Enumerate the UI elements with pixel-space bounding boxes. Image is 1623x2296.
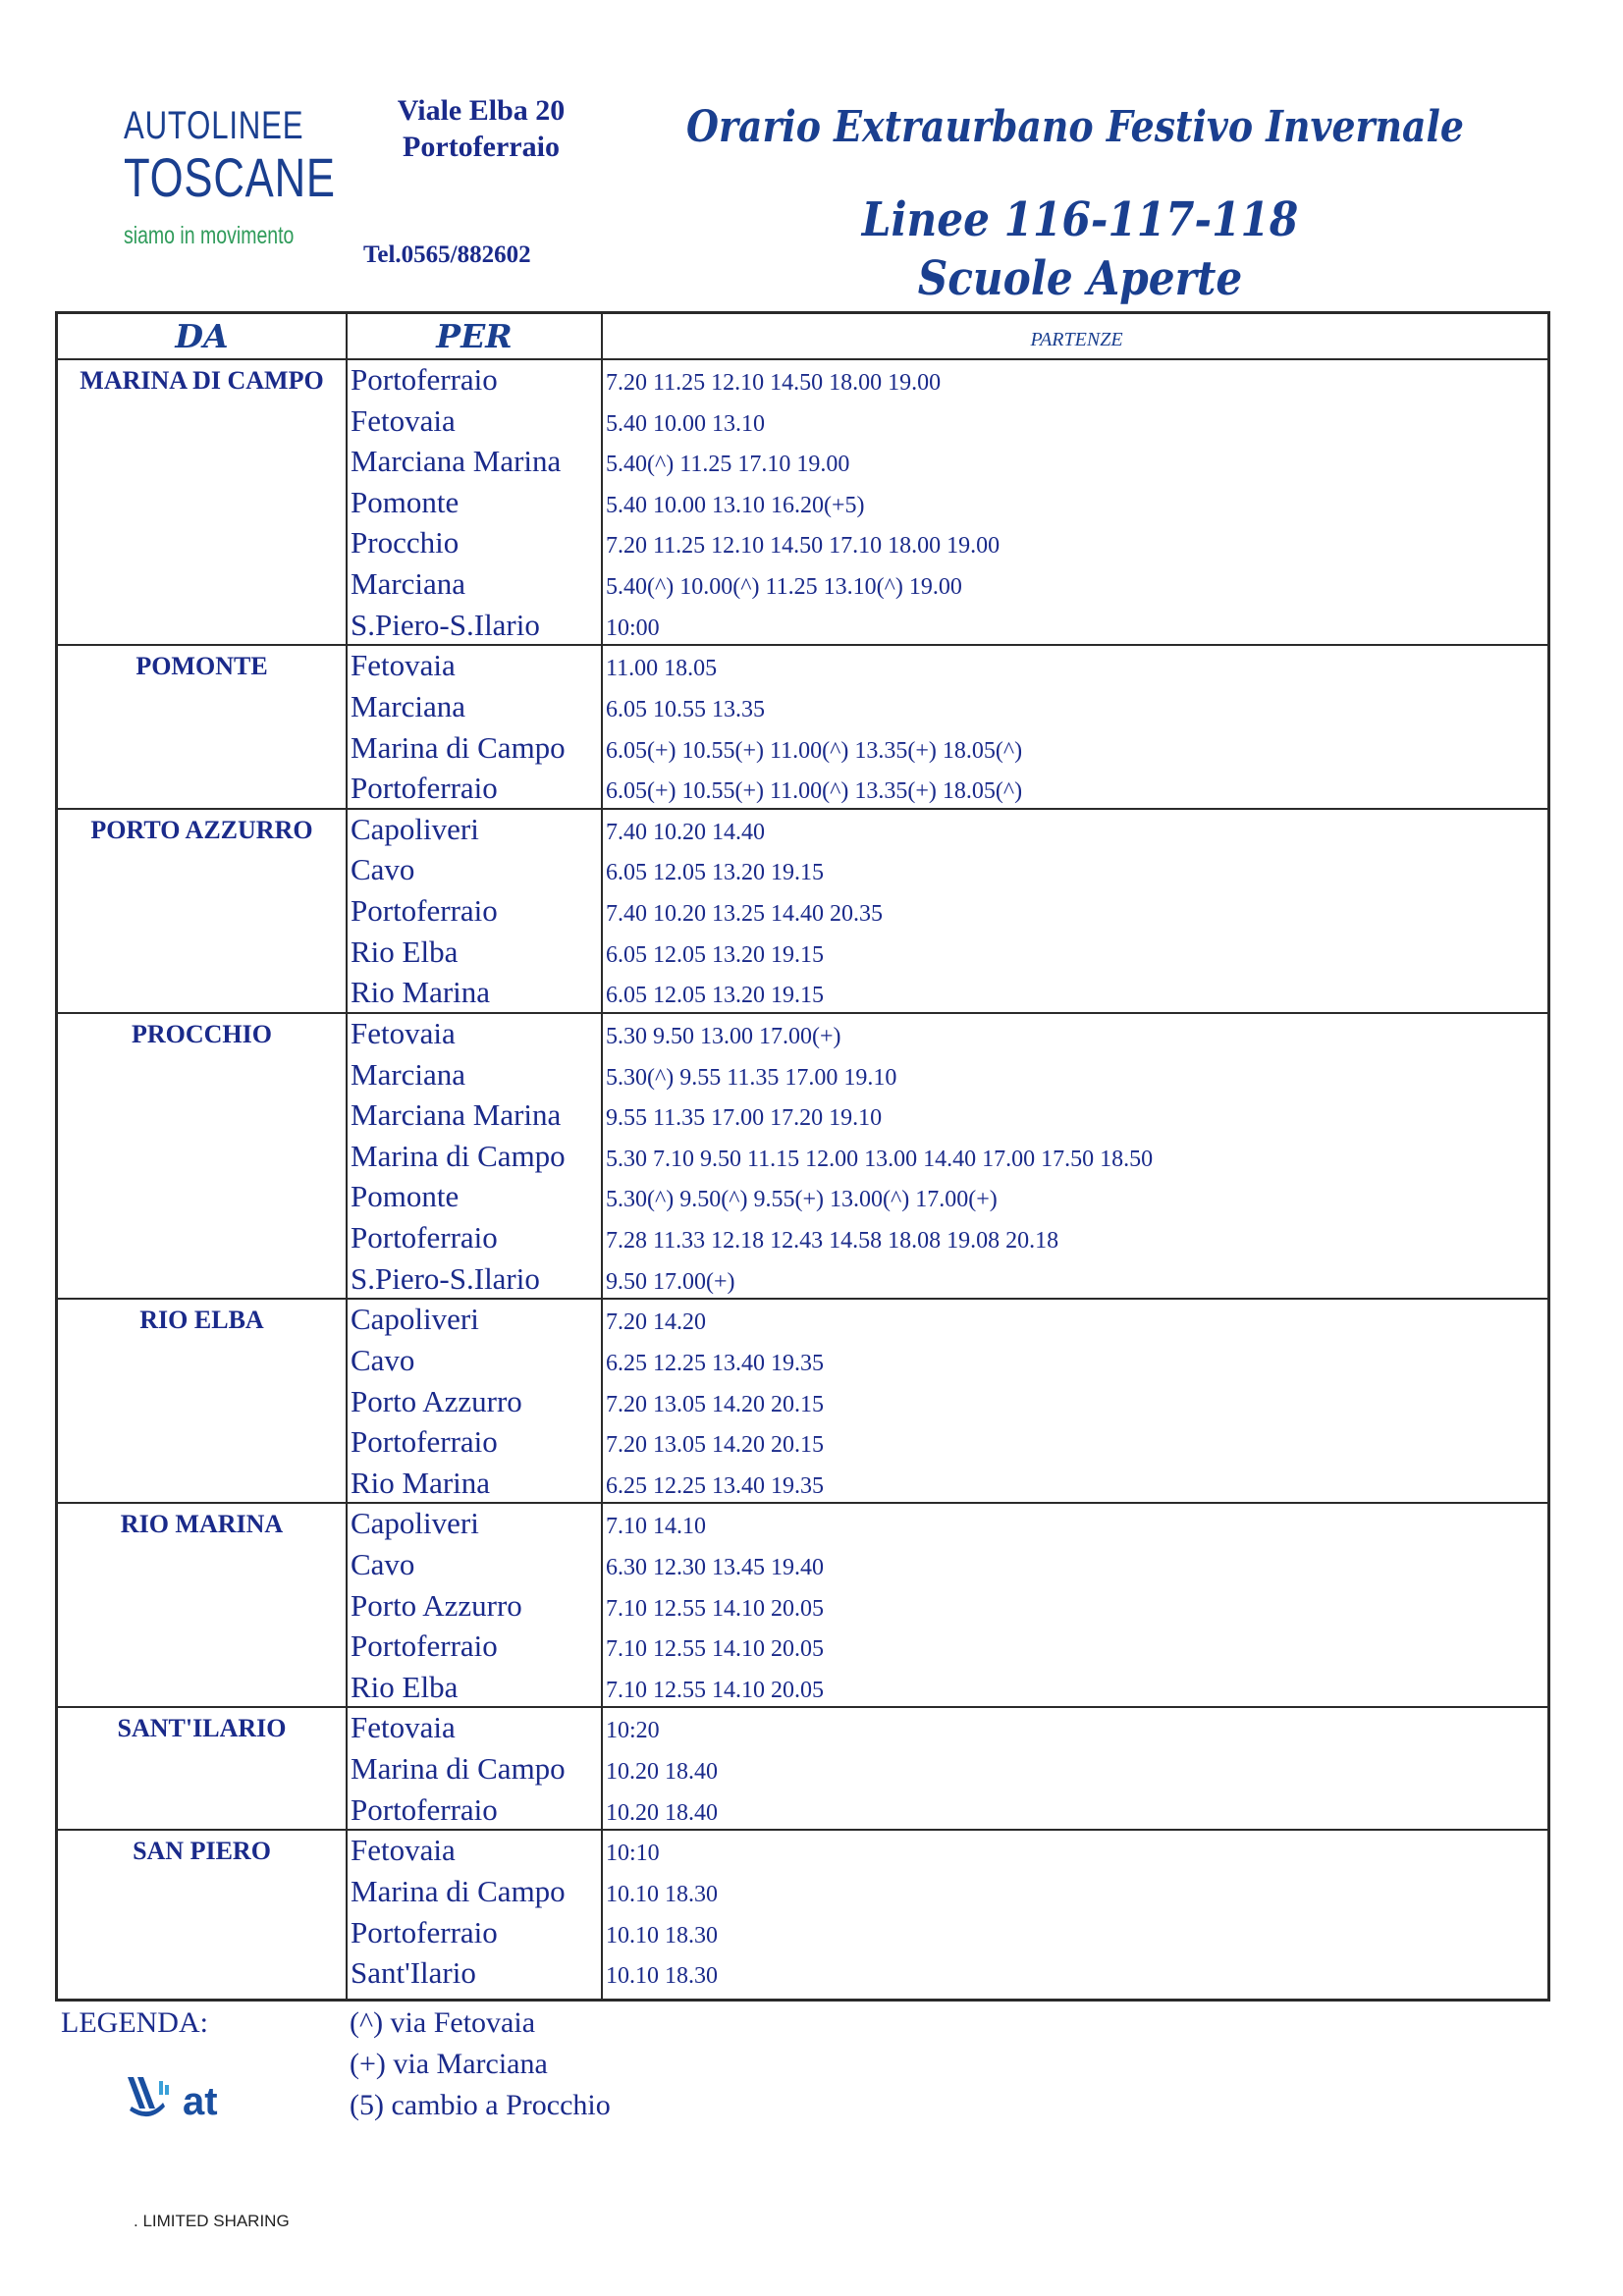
destination-stop: Marina di Campo <box>351 1873 566 1908</box>
origin-stop: RIO MARINA <box>120 1510 284 1539</box>
header-da: DA <box>175 317 229 355</box>
destination-stop: Rio Marina <box>351 1465 491 1500</box>
origin-stop: POMONTE <box>135 652 268 681</box>
footer-note: . LIMITED SHARING <box>134 2212 290 2230</box>
destination-stop: Marciana <box>351 1056 466 1092</box>
departure-times: 5.30 7.10 9.50 11.15 12.00 13.00 14.40 17.00 17.50 18.50 <box>606 1146 1154 1172</box>
destination-stop: Rio Marina <box>351 975 491 1010</box>
origin-stop: PORTO AZZURRO <box>90 815 313 844</box>
destination-stop: Portoferraio <box>351 893 498 929</box>
logo-tagline: siamo in movimento <box>124 222 295 249</box>
departure-times: 10.20 18.40 <box>606 1799 718 1826</box>
departure-times: 6.05 10.55 13.35 <box>606 696 765 722</box>
destination-stop: Portoferraio <box>351 362 498 397</box>
destination-stop: Cavo <box>351 852 415 887</box>
group-divider <box>58 1012 1550 1014</box>
destination-stop: Portoferraio <box>351 1220 498 1255</box>
destination-stop: Portoferraio <box>351 771 498 806</box>
departure-times: 7.10 12.55 14.10 20.05 <box>606 1636 824 1663</box>
destination-stop: Marina di Campo <box>351 1138 566 1173</box>
destination-stop: Marina di Campo <box>351 1751 566 1787</box>
telephone: Tel.0565/882602 <box>363 241 531 268</box>
group-divider <box>58 1502 1550 1504</box>
departure-times: 10:20 <box>606 1718 660 1744</box>
destination-stop: Capoliveri <box>351 1302 479 1337</box>
destination-stop: Portoferraio <box>351 1424 498 1460</box>
destination-stop: Pomonte <box>351 484 460 519</box>
departure-times: 7.40 10.20 13.25 14.40 20.35 <box>606 901 883 928</box>
departure-times: 7.10 14.10 <box>606 1514 706 1540</box>
departure-times: 6.05 12.05 13.20 19.15 <box>606 941 824 968</box>
departure-times: 5.30(^) 9.55 11.35 17.00 19.10 <box>606 1064 897 1091</box>
group-divider <box>58 1298 1550 1300</box>
legend-item-fetovaia: (^) via Fetovaia <box>350 2006 536 2039</box>
destination-stop: Pomonte <box>351 1179 460 1214</box>
departure-times: 5.40 10.00 13.10 <box>606 410 765 437</box>
destination-stop: Fetovaia <box>351 402 456 438</box>
group-divider <box>58 1829 1550 1831</box>
departure-times: 7.20 13.05 14.20 20.15 <box>606 1432 824 1459</box>
address-city: Portoferraio <box>403 131 560 163</box>
destination-stop: Fetovaia <box>351 1710 456 1745</box>
departure-times: 5.40 10.00 13.10 16.20(+5) <box>606 492 865 518</box>
destination-stop: Rio Elba <box>351 1669 459 1704</box>
column-divider <box>346 314 348 1999</box>
departure-times: 7.20 11.25 12.10 14.50 17.10 18.00 19.00 <box>606 533 1001 560</box>
destination-stop: S.Piero-S.Ilario <box>351 1260 540 1296</box>
departure-times: 7.20 11.25 12.10 14.50 18.00 19.00 <box>606 370 942 396</box>
destination-stop: Porto Azzurro <box>351 1587 522 1623</box>
destination-stop: Marciana Marina <box>351 444 562 479</box>
at-logo-mark <box>126 2073 263 2128</box>
departure-times: 7.40 10.20 14.40 <box>606 819 765 845</box>
origin-stop: MARINA DI CAMPO <box>80 366 324 395</box>
destination-stop: Portoferraio <box>351 1629 498 1664</box>
departure-times: 10.20 18.40 <box>606 1759 718 1786</box>
group-divider <box>58 1706 1550 1708</box>
departure-times: 6.05 12.05 13.20 19.15 <box>606 983 824 1009</box>
destination-stop: Portoferraio <box>351 1791 498 1827</box>
departure-times: 5.30(^) 9.50(^) 9.55(+) 13.00(^) 17.00(+) <box>606 1187 998 1213</box>
origin-stop: SAN PIERO <box>133 1837 271 1866</box>
departure-times: 7.28 11.33 12.18 12.43 14.58 18.08 19.08 20.18 <box>606 1228 1059 1255</box>
header-per: PER <box>436 317 513 355</box>
destination-stop: Sant'Ilario <box>351 1955 476 1991</box>
departure-times: 9.55 11.35 17.00 17.20 19.10 <box>606 1105 883 1132</box>
departure-times: 5.30 9.50 13.00 17.00(+) <box>606 1023 841 1049</box>
logo-line1: AUTOLINEE <box>124 104 304 147</box>
destination-stop: Cavo <box>351 1546 415 1581</box>
departure-times: 7.20 13.05 14.20 20.15 <box>606 1391 824 1417</box>
destination-stop: Cavo <box>351 1342 415 1377</box>
destination-stop: S.Piero-S.Ilario <box>351 607 540 642</box>
destination-stop: Fetovaia <box>351 1015 456 1050</box>
destination-stop: Fetovaia <box>351 1833 456 1868</box>
address <box>378 92 584 165</box>
group-divider <box>58 808 1550 810</box>
departure-times: 6.25 12.25 13.40 19.35 <box>606 1350 824 1376</box>
subtitle: Scuole Aperte <box>917 251 1243 306</box>
departure-times: 10.10 18.30 <box>606 1922 718 1949</box>
departure-times: 6.05 12.05 13.20 19.15 <box>606 860 824 886</box>
departure-times: 5.40(^) 10.00(^) 11.25 13.10(^) 19.00 <box>606 574 962 601</box>
destination-stop: Capoliveri <box>351 1506 479 1541</box>
departure-times: 10:10 <box>606 1841 660 1867</box>
logo-line2: TOSCANE <box>124 146 336 208</box>
departure-times: 7.20 14.20 <box>606 1309 706 1336</box>
destination-stop: Rio Elba <box>351 934 459 969</box>
at-logo-text: at <box>183 2080 218 2123</box>
group-divider <box>58 358 1550 360</box>
destination-stop: Capoliveri <box>351 811 479 846</box>
destination-stop: Porto Azzurro <box>351 1383 522 1418</box>
destination-stop: Procchio <box>351 525 460 561</box>
legend-label: LEGENDA: <box>61 2006 208 2039</box>
departure-times: 10.10 18.30 <box>606 1963 718 1990</box>
at-logo <box>126 2073 263 2128</box>
destination-stop: Marciana Marina <box>351 1097 562 1133</box>
destination-stop: Marciana <box>351 566 466 602</box>
departure-times: 7.10 12.55 14.10 20.05 <box>606 1595 824 1622</box>
departure-times: 9.50 17.00(+) <box>606 1268 735 1295</box>
column-divider <box>601 314 603 1999</box>
departure-times: 6.30 12.30 13.45 19.40 <box>606 1554 824 1580</box>
group-divider <box>58 644 1550 646</box>
departure-times: 7.10 12.55 14.10 20.05 <box>606 1677 824 1703</box>
legend-item-procchio: (5) cambio a Procchio <box>350 2089 611 2121</box>
legend-item-marciana: (+) via Marciana <box>350 2048 548 2080</box>
destination-stop: Portoferraio <box>351 1914 498 1949</box>
origin-stop: RIO ELBA <box>139 1306 264 1335</box>
departure-times: 5.40(^) 11.25 17.10 19.00 <box>606 452 850 478</box>
page-title: Orario Extraurbano Festivo Invernale <box>686 102 1464 152</box>
destination-stop: Marina di Campo <box>351 729 566 765</box>
origin-stop: PROCCHIO <box>132 1019 272 1048</box>
destination-stop: Marciana <box>351 688 466 723</box>
lines-title: Linee 116-117-118 <box>861 192 1299 247</box>
departure-times: 6.05(+) 10.55(+) 11.00(^) 13.35(+) 18.05(^) <box>606 737 1023 764</box>
departure-times: 6.25 12.25 13.40 19.35 <box>606 1472 824 1499</box>
origin-stop: SANT'ILARIO <box>117 1714 287 1743</box>
departure-times: 6.05(+) 10.55(+) 11.00(^) 13.35(+) 18.05(^) <box>606 778 1023 805</box>
departure-times: 11.00 18.05 <box>606 656 718 682</box>
timetable <box>55 311 1550 2002</box>
header-partenze: PARTENZE <box>1030 329 1123 350</box>
destination-stop: Fetovaia <box>351 648 456 683</box>
departure-times: 10:00 <box>606 614 660 641</box>
address-street: Viale Elba 20 <box>397 94 566 127</box>
departure-times: 10.10 18.30 <box>606 1881 718 1907</box>
